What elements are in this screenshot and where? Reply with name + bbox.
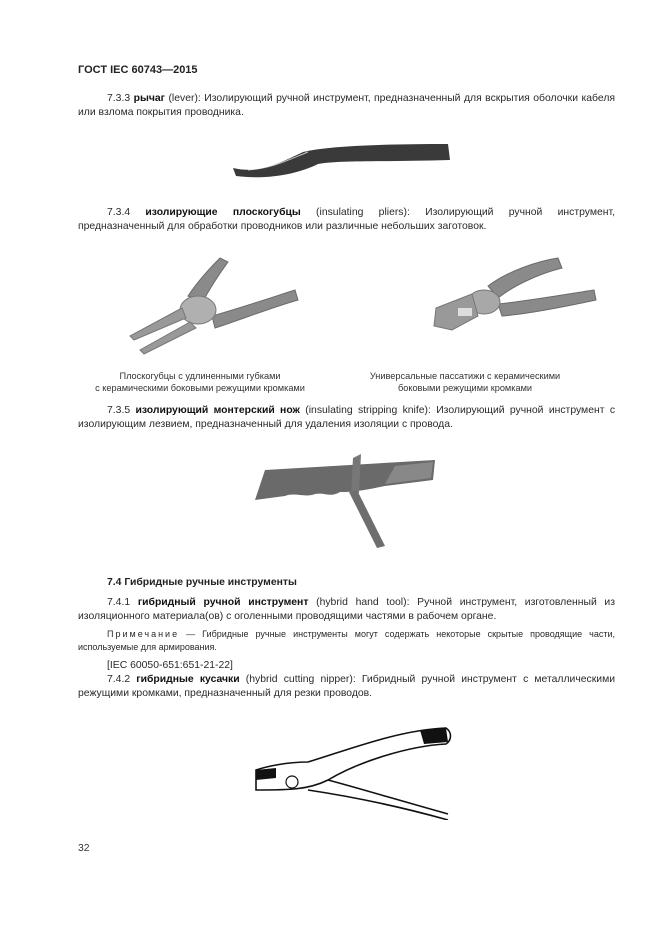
term-english: (hybrid hand tool): — [316, 597, 410, 608]
section-number: 7.3.5 — [107, 405, 131, 416]
note-text: — Гибридные ручные инструменты могут содержать некоторые скрытые проводящие части, используемые для армирования. — [78, 629, 615, 652]
definition: Изолирующий ручной инструмент, предназначенный для вскрытия оболочки кабеля или взлома покрытия проводника. — [78, 93, 616, 118]
term: изолирующие плоскогубцы — [145, 207, 301, 218]
paragraph-7-4-1 — [78, 596, 615, 624]
term-english: (insulating stripping knife): — [305, 405, 431, 416]
term: гибридный ручной инструмент — [137, 597, 309, 608]
term-english: (hybrid cutting nipper): — [245, 674, 356, 685]
note-label: Примечание — [107, 629, 180, 639]
term-english: (insulating pliers): — [316, 207, 410, 218]
figure-caption-long-nose-pliers — [80, 370, 320, 394]
stripping-knife-image — [245, 448, 445, 558]
long-nose-pliers-image — [120, 248, 300, 358]
section-number: 7.4.1 — [107, 597, 131, 608]
document-header: ГОСТ IEC 60743—2015 — [78, 64, 198, 76]
term-english: (lever): — [168, 93, 201, 104]
definition: Изолирующий ручной инструмент с изолирующим лезвием, предназначенный для удаления изоляции с провода. — [78, 405, 616, 430]
section-number: 7.4.2 — [107, 674, 131, 685]
caption-line: с керамическими боковыми режущими кромками — [95, 383, 305, 393]
paragraph-7-4-2 — [78, 673, 615, 701]
cutting-nipper-drawing — [248, 710, 458, 820]
reference — [78, 659, 615, 673]
section-number: 7.3.4 — [107, 207, 131, 218]
term: рычаг — [133, 93, 165, 104]
definition: Ручной инструмент, изготовленный из изоляционного материала(ов) с оголенными проводящими частями в рабочем органе. — [78, 597, 615, 622]
caption-line: Плоскогубцы с удлиненными губками — [119, 371, 281, 381]
page-number: 32 — [78, 843, 90, 854]
section-heading-7-4: 7.4 Гибридные ручные инструменты — [107, 577, 297, 588]
combination-pliers-image — [428, 246, 598, 336]
note — [78, 628, 615, 653]
caption-line: Универсальные пассатижи с керамическими — [369, 371, 561, 381]
definition: Изолирующий ручной инструмент, предназначенный для обработки проводников или различные небольших заготовок. — [78, 207, 616, 232]
paragraph-7-3-3 — [78, 92, 615, 120]
lever-tool-image — [228, 138, 453, 186]
caption-line: боковыми режущими кромками — [397, 383, 533, 393]
paragraph-7-3-4 — [78, 206, 615, 234]
paragraph-7-3-5 — [78, 404, 615, 432]
term: изолирующий монтерский нож — [135, 405, 300, 416]
definition: Гибридный ручной инструмент с металлическими режущими кромками, предназначенный для резки проводов. — [78, 674, 616, 699]
figure-caption-combination-pliers — [345, 370, 585, 394]
section-number: 7.3.3 — [107, 93, 131, 104]
term: гибридные кусачки — [136, 674, 240, 685]
reference-text: [IEC 60050-651:651-21-22] — [107, 660, 233, 671]
